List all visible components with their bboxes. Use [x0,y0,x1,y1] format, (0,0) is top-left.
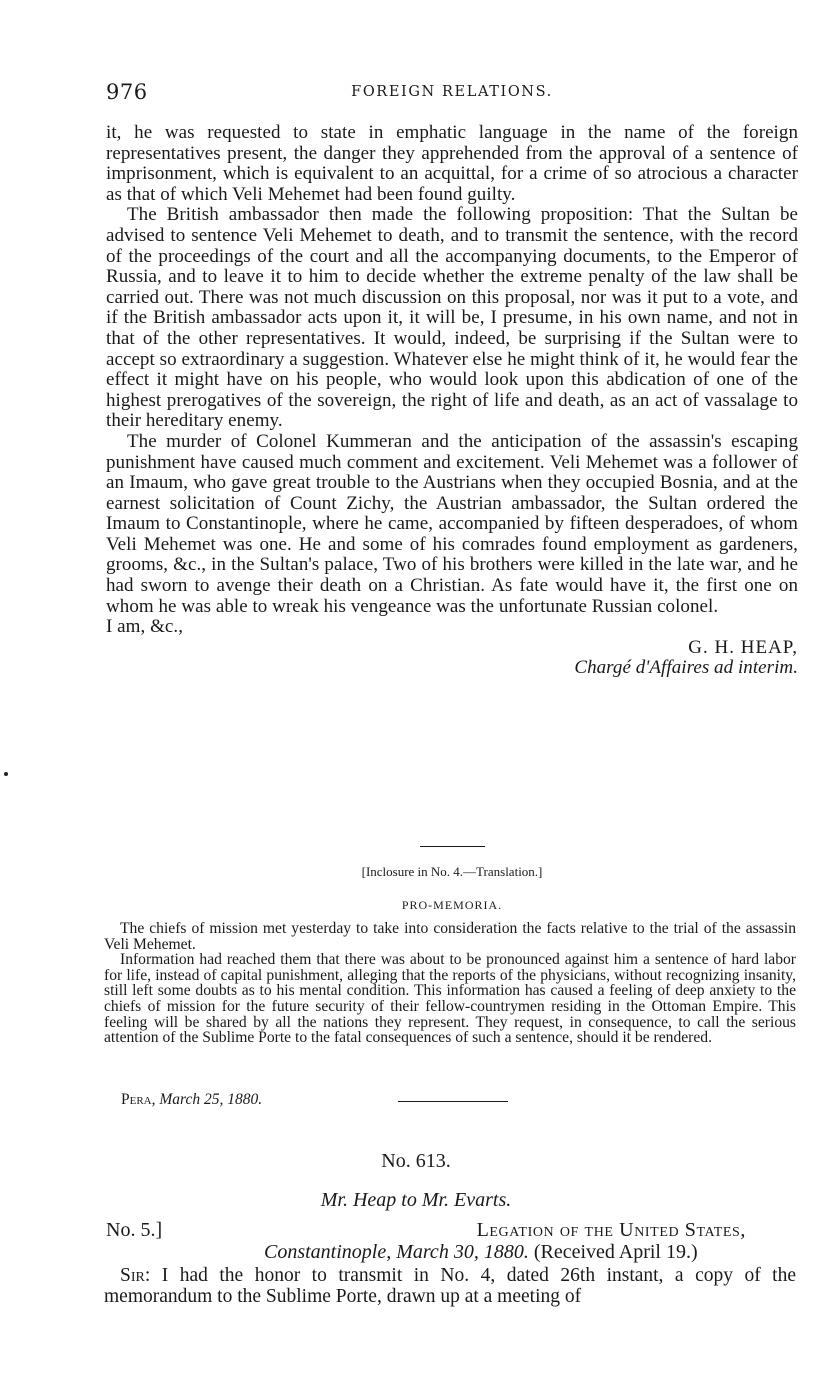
letter-body [106,123,798,679]
memoria-paragraph: Information had reached them that there was about to be pronounced against him a sentence of hard labor for life, instead of capital punishment, alleging that the reports of the physicians, without recognizing insanity, still left some doubts as to his mental condition. This information has caused a feeling of deep anxiety to the chiefs of mission for the future security of their fellow-countrymen residing in the Ottoman Empire. This feeling will be shared by all the nations they represent. They request, in consequence, to call the serious attention of the Sublime Porte to the fatal consequences of such a sentence, should it be rendered. [104,951,796,1047]
section-divider [420,846,485,847]
letter-heading: Mr. Heap to Mr. Evarts. [320,1189,512,1211]
body-paragraph: The murder of Colonel Kummeran and the anticipation of the assassin's escaping punishment have caused much comment and excitement. Veli Mehemet was a follower of an Imaum, who gave great trouble to the Austrians when they occupied Bosnia, and at the earnest solicitation of Count Zichy, the Austrian ambassador, the Sultan ordered the Imaum to Constantinople, where he came, accompanied by fifteen desperadoes, of whom Veli Mehemet was one. He and some of his comrades found employment as gardeners, grooms, &c., in the Sultan's palace, Two of his brothers were killed in the late war, and he had sworn to avenge their death on a Christian. As fate would have it, the first one on whom he was able to wreak his vengeance was the unfortunate Russian colonel. [106,430,798,617]
legation-name: Legation of the United States, [476,1219,746,1241]
page-number: 976 [106,80,148,104]
letter-dateline [264,1241,698,1264]
letter-date: March 30, 1880. [396,1241,529,1263]
stray-ink-mark [4,772,8,776]
signature-name: G. H. HEAP, [688,636,798,658]
running-head: FOREIGN RELATIONS. [351,84,553,100]
body-paragraph: The British ambassador then made the following proposition: That the Sultan be advised to sentence Veli Mehemet to death, and to transmit the sentence, with the record of the proceedings of the court and all the accompanying documents, to the Emperor of Russia, and to leave it to him to decide whether the extreme penalty of the law shall be carried out. There was not much discussion on this proposal, nor was it put to a vote, and if the British ambassador acts upon it, it will be, I presume, in his own name, and not in that of the other representatives. It would, indeed, be surprising if the Sultan were to accept so extraordinary a suggestion. Whatever else he might think of it, he would fear the effect it might have on his people, who would look upon this abdication of one of the highest prerogatives of the sovereign, the right of life and death, as an act of vassalage to their hereditary enemy. [106,204,798,432]
next-letter-body [104,1265,796,1307]
document-divider [398,1101,508,1102]
reference-number: No. 5.] [106,1219,163,1241]
inclosure-note: [Inclosure in No. 4.—Translation.] [361,864,543,879]
received-date: (Received April 19.) [533,1241,698,1263]
pro-memoria-text [104,921,796,1046]
page-header [106,80,798,110]
memoria-paragraph: The chiefs of mission met yesterday to take into consideration the facts relative to the trial of the assassin Veli Mehemet. [104,920,796,953]
opening-text: I had the honor to transmit in No. 4, dated 26th instant, a copy of the memorandum to the Sublime Porte, drawn up at a meeting of [104,1265,797,1307]
memoria-place: Pera, [121,1091,156,1108]
salutation: Sir: [120,1265,151,1286]
memoria-date: March 25, 1880. [159,1091,263,1108]
opening-paragraph [104,1265,796,1307]
reference-line [106,1219,798,1243]
body-paragraph: it, he was requested to state in emphatic language in the name of the foreign representatives present, the danger they apprehended from the approval of a sentence of imprisonment, which is equivalent to an acquittal, for a crime of so atrocious a character as that of which Veli Mehemet had been found guilty. [106,122,798,205]
document-number: No. 613. [381,1150,451,1172]
closing: I am, &c., [106,616,184,638]
signature-title: Chargé d'Affaires ad interim. [574,657,798,679]
letter-place: Constantinople, [264,1241,392,1263]
pro-memoria-title: PRO-MEMORIA. [401,898,503,912]
memoria-dateline [121,1091,262,1109]
